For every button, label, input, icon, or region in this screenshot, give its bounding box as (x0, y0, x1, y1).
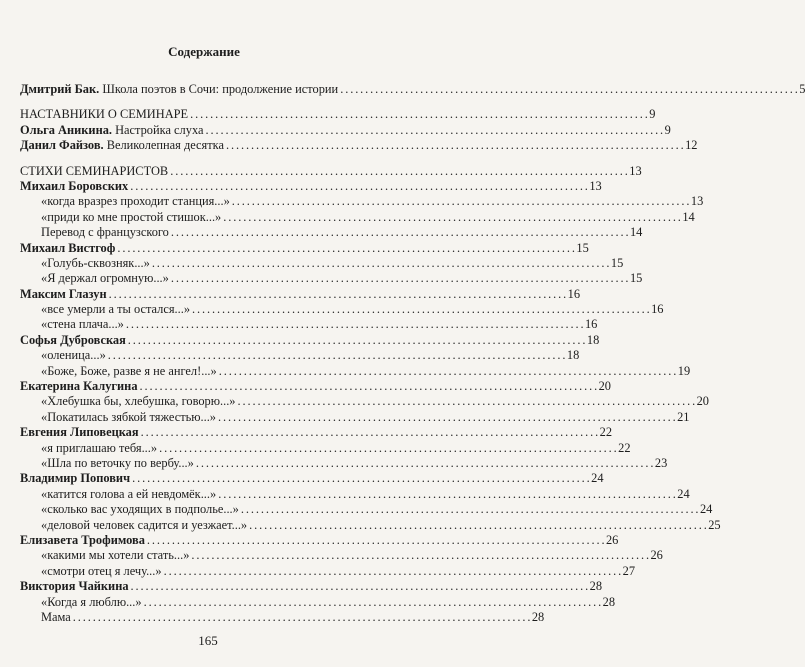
poem-title: «катится голова а ей невдомёк...» (41, 486, 217, 501)
page-title: Содержание (168, 44, 240, 59)
toc-page-number: 15 (610, 255, 624, 270)
toc-page-number: 14 (629, 225, 643, 240)
poem-title: «все умерли а ты остался...» (41, 302, 191, 317)
dot-leader (241, 502, 698, 517)
toc-entry-poem[interactable] (20, 609, 545, 625)
toc-entry-title (20, 123, 203, 138)
toc-page-number: 13 (690, 194, 704, 209)
poem-title: «я приглашаю тебя...» (41, 440, 158, 455)
poem-title: Мама (41, 609, 71, 624)
toc-entry-poem[interactable] (20, 302, 664, 317)
toc-entry-poem[interactable] (20, 409, 690, 425)
toc-entry-author[interactable] (20, 532, 619, 548)
poem-title: «Голубь-сквозняк...» (41, 255, 150, 270)
author-name: Михаил Боровских (20, 178, 129, 193)
author-name: Михаил Вистгоф (20, 240, 116, 255)
dot-leader (238, 394, 695, 409)
dot-leader (128, 333, 585, 348)
poem-title: «деловой человек садится и уезжает...» (41, 517, 248, 532)
toc-page-number: 18 (586, 332, 600, 347)
poem-title: «Когда я люблю...» (41, 594, 142, 609)
dot-leader (126, 317, 583, 332)
dot-leader (171, 225, 628, 240)
toc-page-number: 22 (618, 440, 631, 455)
toc-entry-poem[interactable] (20, 517, 721, 533)
author-name: Виктория Чайкина (20, 579, 129, 594)
toc-entry-poem[interactable] (20, 225, 643, 240)
toc-entry-author[interactable] (20, 240, 589, 256)
poem-title: «сколько вас уходящих в подполье...» (41, 502, 239, 517)
poem-title: «стена плача...» (41, 317, 124, 332)
dot-leader (218, 410, 675, 425)
toc-entry-author[interactable] (20, 471, 604, 486)
dot-leader (109, 287, 566, 302)
toc-entry-section[interactable] (20, 107, 656, 122)
toc-entry-poem[interactable] (20, 209, 695, 225)
dot-leader (141, 425, 598, 440)
toc-page-number: 20 (696, 394, 709, 409)
author-name: Дмитрий Бак. (20, 82, 100, 96)
dot-leader (232, 194, 689, 209)
dot-leader (140, 379, 597, 394)
dot-leader (73, 610, 530, 625)
toc-page-number: 16 (567, 286, 581, 301)
dot-leader (190, 107, 647, 122)
dot-leader (340, 82, 797, 97)
toc-page-number: 24 (677, 486, 690, 501)
work-title: Школа поэтов в Сочи: продолжение истории (99, 82, 339, 96)
dot-leader (108, 348, 565, 363)
work-title: Великолепная десятка (103, 138, 225, 153)
toc-page-number: 9 (649, 107, 656, 122)
toc-entry-lead[interactable] (20, 122, 671, 138)
toc-page-number: 20 (598, 379, 611, 394)
poem-title: «Боже, Боже, разве я не ангел!...» (41, 363, 217, 378)
toc-entry-poem[interactable] (20, 594, 616, 610)
page-number: 165 (198, 633, 218, 648)
work-title: Настройка слуха (112, 122, 204, 137)
poem-title: «смотри отец я лечу...» (41, 563, 162, 578)
poem-title: «Шла по веточку по вербу...» (41, 455, 194, 470)
dot-leader (218, 487, 675, 502)
author-name: Софья Дубровская (20, 332, 126, 347)
toc-entry-poem[interactable] (20, 271, 643, 286)
dot-leader (192, 302, 649, 317)
toc-entry-author[interactable] (20, 178, 602, 194)
author-name: Максим Глазун (20, 286, 107, 301)
poem-title: Перевод с французского (41, 225, 169, 240)
poem-title: «Хлебушка бы, хлебушка, говорю...» (41, 394, 236, 409)
toc-page-number: 23 (654, 455, 668, 470)
poem-title: «приди ко мне простой стишок...» (41, 209, 222, 224)
toc-page-number: 15 (576, 240, 589, 255)
author-name: Елизавета Трофимова (20, 532, 145, 547)
toc-page-number: 15 (629, 271, 643, 286)
toc-page-number: 24 (699, 502, 713, 517)
toc-page-number: 27 (622, 563, 636, 578)
table-of-contents (20, 82, 805, 625)
toc-entry-section[interactable] (20, 163, 642, 179)
toc-entry-poem[interactable] (20, 455, 668, 471)
toc-page-number: 28 (531, 609, 545, 624)
toc-entry-title (20, 82, 338, 97)
poem-title: «Покатилась зябкой тяжестью...» (41, 409, 217, 424)
toc-entry-title (20, 138, 224, 153)
toc-entry-poem[interactable] (20, 317, 598, 332)
poem-title: «какими мы хотели стать...» (41, 548, 190, 563)
toc-entry-poem[interactable] (20, 255, 624, 271)
author-name: Владимир Попович (20, 471, 131, 486)
toc-page-number: 28 (602, 594, 616, 609)
toc-page-number: 12 (685, 138, 698, 153)
toc-entry-poem[interactable] (20, 440, 631, 456)
toc-page-number: 18 (566, 348, 580, 363)
dot-leader (117, 241, 574, 256)
poem-title: «когда вразрез проходит станция...» (41, 194, 230, 209)
toc-entry-poem[interactable] (20, 194, 704, 209)
dot-leader (144, 595, 601, 610)
toc-page-number: 26 (605, 532, 619, 547)
toc-entry-lead[interactable] (20, 82, 805, 97)
section-gap (20, 154, 388, 164)
toc-entry-author[interactable] (20, 425, 613, 440)
dot-leader (132, 471, 589, 486)
toc-entry-author[interactable] (20, 379, 611, 394)
toc-entry-author[interactable] (20, 579, 603, 594)
dot-leader (219, 364, 676, 379)
toc-page-number: 24 (591, 471, 604, 486)
toc-page-number: 13 (589, 178, 602, 193)
toc-entry-author[interactable] (20, 286, 581, 302)
dot-leader (171, 271, 628, 286)
dot-leader (249, 518, 706, 533)
toc-page-number: 16 (584, 317, 598, 332)
dot-leader (191, 548, 648, 563)
dot-leader (147, 533, 604, 548)
toc-entry-author[interactable] (20, 332, 600, 348)
toc-entry-poem[interactable] (20, 563, 636, 579)
toc-page-number: 14 (682, 209, 695, 224)
toc-entry-poem[interactable] (20, 502, 713, 517)
poem-title: «оленица...» (41, 348, 106, 363)
toc-page-number: 5 (799, 82, 805, 96)
dot-leader (159, 441, 616, 456)
dot-leader (205, 123, 662, 138)
toc-entry-poem[interactable] (20, 348, 580, 363)
author-name: Ольга Аникина. (20, 122, 112, 137)
dot-leader (170, 164, 627, 179)
dot-leader (130, 179, 587, 194)
author-name: Данил Файзов. (20, 138, 104, 153)
section-gap (20, 97, 388, 107)
toc-entry-poem[interactable] (20, 394, 709, 409)
dot-leader (226, 138, 683, 153)
toc-page-number: 22 (599, 425, 613, 440)
toc-page-number: 19 (677, 363, 691, 378)
toc-entry-lead[interactable] (20, 138, 698, 153)
toc-page-number: 28 (589, 579, 603, 594)
toc-entry-poem[interactable] (20, 548, 663, 563)
toc-page-number: 9 (664, 122, 671, 137)
author-name: Евгения Липовецкая (20, 425, 139, 440)
toc-page-number: 16 (651, 302, 664, 317)
section-title: СТИХИ СЕМИНАРИСТОВ (20, 163, 169, 178)
dot-leader (152, 256, 609, 271)
dot-leader (131, 579, 588, 594)
author-name: Екатерина Калугина (20, 379, 138, 394)
dot-leader (164, 564, 621, 579)
dot-leader (223, 210, 680, 225)
poem-title: «Я держал огромную...» (41, 271, 169, 286)
toc-page-number: 13 (629, 163, 642, 178)
toc-entry-poem[interactable] (20, 363, 691, 379)
toc-page-number: 26 (650, 548, 663, 563)
dot-leader (196, 456, 653, 471)
section-title: НАСТАВНИКИ О СЕМИНАРЕ (20, 107, 189, 122)
toc-page-number: 21 (677, 409, 690, 424)
toc-entry-poem[interactable] (20, 486, 690, 502)
toc-page-number: 25 (708, 517, 721, 532)
